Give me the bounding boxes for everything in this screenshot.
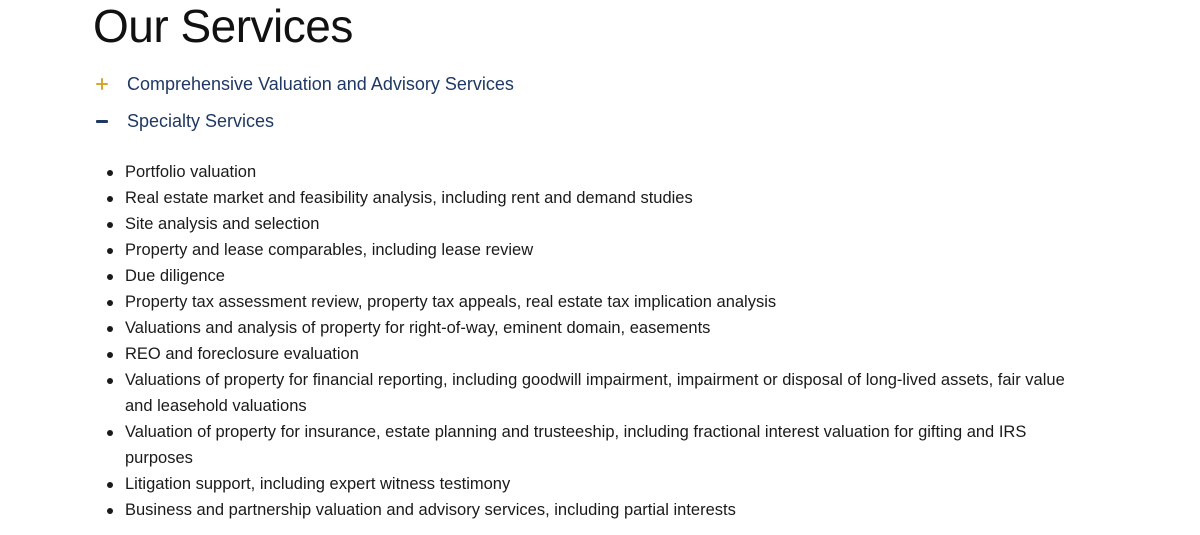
list-item [125, 471, 1085, 497]
list-item [125, 367, 1085, 419]
bullet-icon [107, 170, 113, 176]
list-item-text: Valuation of property for insurance, estate planning and trusteeship, including fractional interest valuation for gifting and IRS purposes [125, 423, 1027, 467]
list-item-text: REO and foreclosure evaluation [125, 345, 359, 363]
list-item-text: Valuations and analysis of property for right-of-way, eminent domain, easements [125, 319, 711, 337]
list-item-text: Litigation support, including expert witness testimony [125, 475, 511, 493]
bullet-icon [107, 352, 113, 358]
bullet-icon [107, 248, 113, 254]
list-item [125, 211, 1085, 237]
bullet-icon [107, 300, 113, 306]
list-item [125, 315, 1085, 341]
bullet-icon [107, 430, 113, 436]
list-item [125, 237, 1085, 263]
list-item [125, 263, 1085, 289]
list-item-text: Property and lease comparables, including lease review [125, 241, 534, 259]
bullet-icon [107, 508, 113, 514]
minus-icon [93, 111, 113, 131]
list-item-text: Business and partnership valuation and advisory services, including partial interests [125, 501, 736, 519]
plus-icon [93, 74, 113, 94]
bullet-icon [107, 482, 113, 488]
list-item-text: Real estate market and feasibility analysis, including rent and demand studies [125, 189, 693, 207]
page-title: Our Services [93, 0, 353, 52]
bullet-icon [107, 326, 113, 332]
specialty-services-panel [93, 159, 1103, 523]
specialty-services-list [125, 159, 1103, 523]
list-item [125, 289, 1085, 315]
services-accordion [93, 66, 1103, 523]
list-item [125, 419, 1085, 471]
accordion-label: Comprehensive Valuation and Advisory Services [127, 74, 514, 94]
list-item-text: Site analysis and selection [125, 215, 320, 233]
bullet-icon [107, 196, 113, 202]
accordion-label: Specialty Services [127, 111, 275, 131]
list-item [125, 185, 1085, 211]
bullet-icon [107, 274, 113, 280]
list-item [125, 497, 1085, 523]
accordion-header-comprehensive-valuation[interactable] [93, 66, 1103, 102]
bullet-icon [107, 378, 113, 384]
list-item-text: Property tax assessment review, property tax appeals, real estate tax implication analysis [125, 293, 777, 311]
list-item [125, 341, 1085, 367]
accordion-header-specialty-services[interactable] [93, 103, 1103, 139]
list-item [125, 159, 1085, 185]
list-item-text: Portfolio valuation [125, 163, 257, 181]
list-item-text: Due diligence [125, 267, 225, 285]
bullet-icon [107, 222, 113, 228]
list-item-text: Valuations of property for financial reporting, including goodwill impairment, impairment or disposal of long-lived assets, fair value and leasehold valuations [125, 371, 1065, 415]
